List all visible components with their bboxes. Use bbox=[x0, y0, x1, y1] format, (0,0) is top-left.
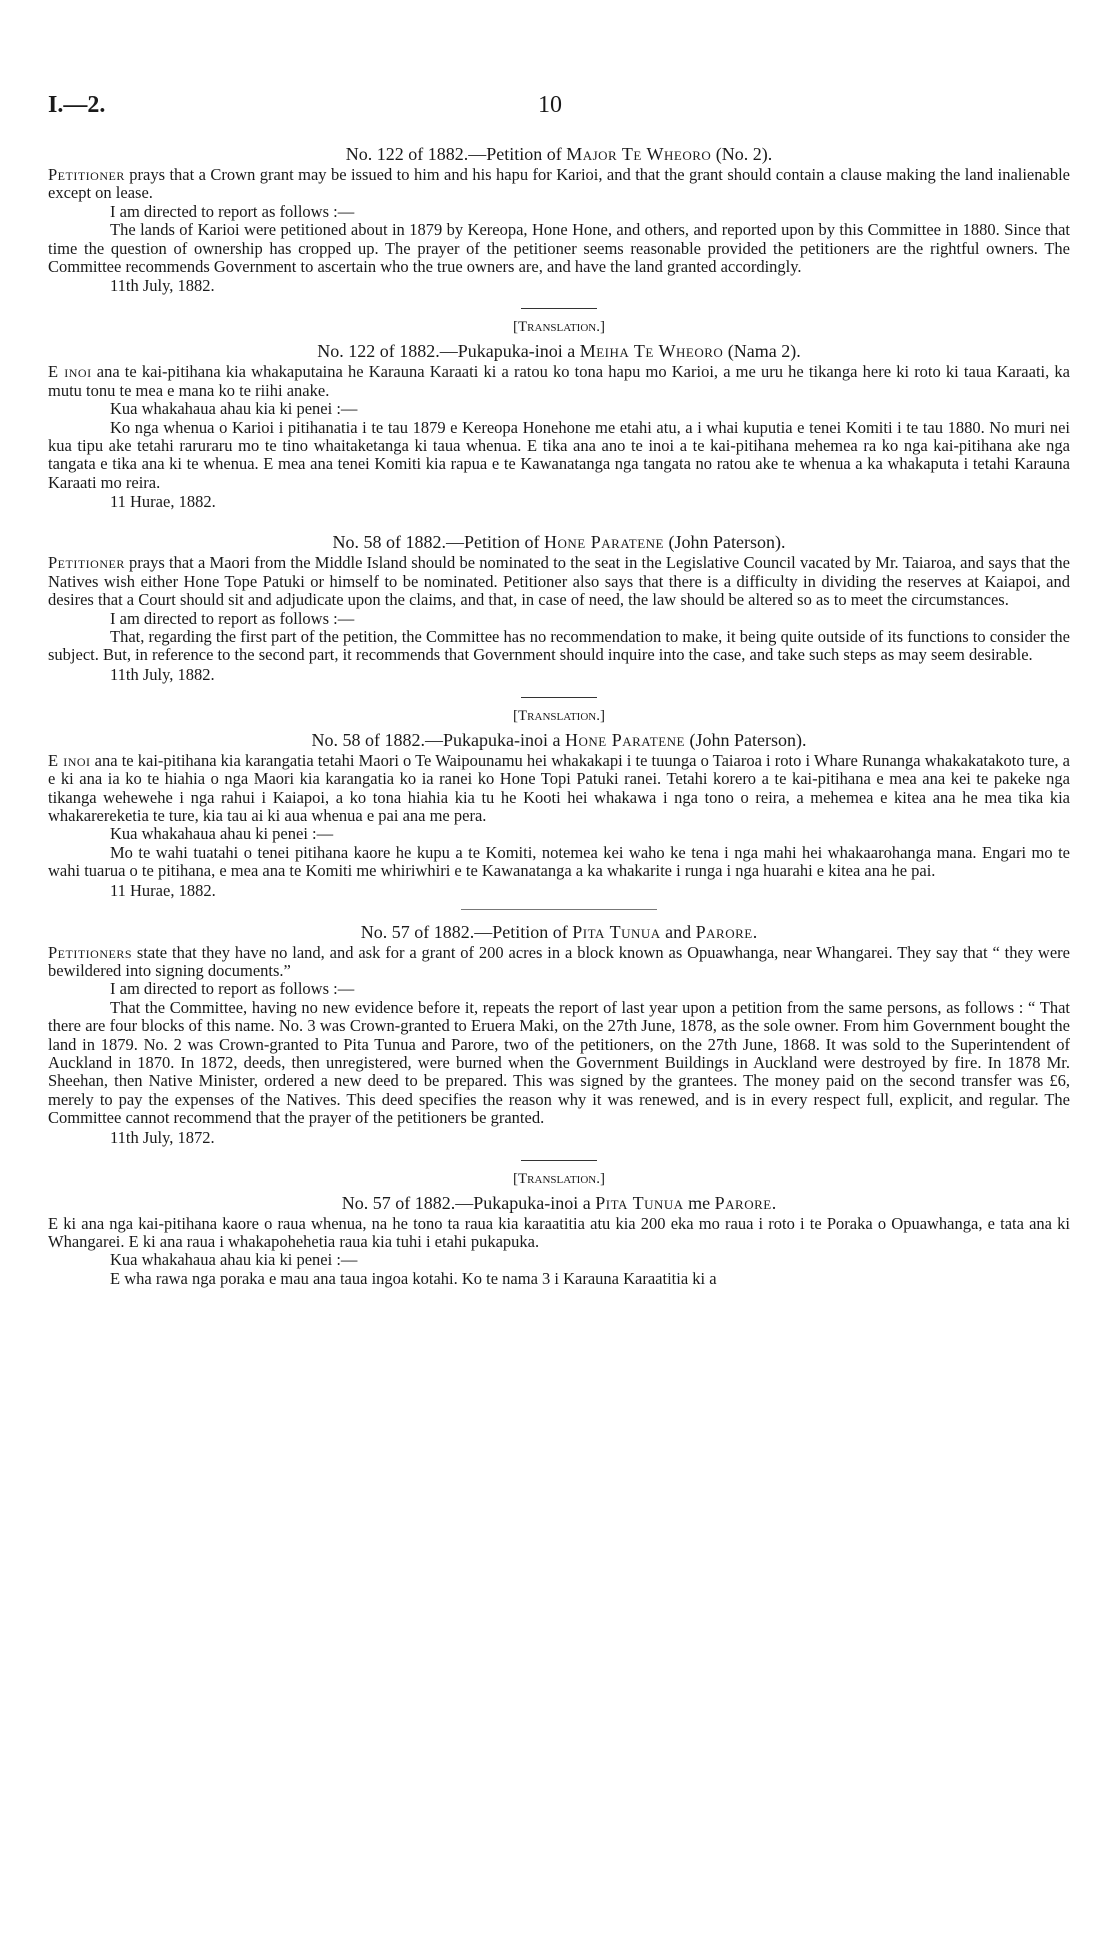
petition-body: E inoi ana te kai-pitihana kia whakaputaina he Karauna Karaati ki a ratou ko tona hapu mo Karioi, a me uru he tikanga here ki roto ki taua Karaati, ka mutu tonu te mea e mana ko te riihi anake. bbox=[48, 362, 1070, 400]
petition-title: No. 58 of 1882.—Pukapuka-inoi a Hone Paratene (John Paterson). bbox=[311, 729, 807, 750]
translation-label: [Translation.] bbox=[513, 707, 605, 724]
committee-report: That, regarding the first part of the petition, the Committee has no recommendation to make, it being quite outside of its functions to consider the subject. But, in reference to the second part, it recommends that Government should inquire into the case, and take such steps as may seem desirable. bbox=[48, 626, 1070, 665]
committee-report: Mo te wahi tuatahi o tenei pitihana kaore he kupu a te Komiti, notemea kei waho ke tena i nga mahi hei whakaarohanga mana. Engari mo te wahi tuarua o te pitihana, e mea ana te Komiti me whiriwhiri e te Kawanatanga a ka whakarite i runga i nga huarahi e kitea ana he pai. bbox=[48, 842, 1070, 881]
directed-line: Kua whakahaua ahau kia ki penei :— bbox=[110, 399, 358, 419]
page-content bbox=[48, 142, 1070, 1288]
section-divider bbox=[521, 1160, 597, 1161]
petition-title: No. 58 of 1882.—Petition of Hone Paratene (John Paterson). bbox=[332, 532, 786, 553]
petition-body: Petitioner prays that a Crown grant may be issued to him and his hapu for Karioi, and that the grant should contain a clause making the land inalienable except on lease. bbox=[48, 165, 1070, 203]
petition-body: E ki ana nga kai-pitihana kaore o raua whenua, na he tono ta raua kia karaatitia atu kia 200 eka mo raua i roto i te Poraka o Opuawhanga, e tata ana ki Whangarei. E ki ana raua i whakapohehetia raua kia tuhi i etahi pukapuka. bbox=[48, 1213, 1070, 1252]
committee-report: E wha rawa nga poraka e mau ana taua ingoa kotahi. Ko te nama 3 i Karauna Karaatitia ki a bbox=[110, 1268, 717, 1288]
petition-title: No. 57 of 1882.—Pukapuka-inoi a Pita Tunua me Parore. bbox=[341, 1192, 777, 1213]
report-date: 11th July, 1872. bbox=[110, 1127, 215, 1147]
petition-title: No. 57 of 1882.—Petition of Pita Tunua and Parore. bbox=[360, 921, 758, 942]
section-divider bbox=[521, 697, 597, 698]
section-divider bbox=[521, 308, 597, 309]
report-date: 11 Hurae, 1882. bbox=[110, 880, 216, 900]
document-reference: I.—2. bbox=[48, 92, 106, 118]
page-number: 10 bbox=[538, 92, 562, 118]
section-divider bbox=[461, 909, 657, 910]
directed-line: I am directed to report as follows :— bbox=[110, 608, 355, 628]
committee-report: The lands of Karioi were petitioned about in 1879 by Kereopa, Hone Hone, and others, and reported upon by this Committee in 1880. Since that time the question of ownership has cropped up. The prayer of the petitioner seems reasonable provided the petitioners are the rightful owners. The Committee recommends Government to ascertain who the true owners are, and have the land granted accordingly. bbox=[48, 220, 1070, 277]
committee-report: That the Committee, having no new evidence before it, repeats the report of last year upon a petition from the same persons, as follows : “ That there are four blocks of this name. No. 3 was Crown-granted to Eruera Maki, on the 27th June, 1878, as the sole owner. From him Government bought the land in 1879. No. 2 was Crown-granted to Pita Tunua and Parore, two of the petitioners, on the 27th June, 1868. It was sold to the Superintendent of Auckland in 1870. In 1872, deeds, then unregistered, were burned when the Government Buildings in Auckland were destroyed by fire. In 1878 Mr. Sheehan, then Native Minister, ordered a new deed to be prepared. This was signed by the grantees. The money paid on the second transfer was £6, merely to pay the expenses of the Natives. This deed specifies the reason why it was renewed, and is in every respect full, explicit, and regular. The Committee cannot recommend that the prayer of the petitioners be granted. bbox=[48, 997, 1070, 1128]
petition-body: E inoi ana te kai-pitihana kia karangatia tetahi Maori o Te Waipounamu hei whakakapi i te tuunga o Taiaroa i roto i Whare Runanga whakakatakoto ture, a e ki ana ia ko te hiahia o nga Maori kia karangatia ko ia ranei ko Hone Topi Patuki ranei. Tetahi korero a te kai-pitihana e mea ana kei te pakeke nga tikanga wehewehe i nga rahui i Kaiapoi, a ko tona hiahia kia tu he Kooti hei whakawa i nga tono o reira, a mehemea e kitea ana he mea tika kia whakarereketia te ture, kia tau ai ki aua whenua e pai ana me pera. bbox=[48, 750, 1071, 825]
directed-line: I am directed to report as follows :— bbox=[110, 979, 355, 999]
petition-title: No. 122 of 1882.—Pukapuka-inoi a Meiha Te Wheoro (Nama 2). bbox=[317, 341, 801, 362]
petition-body: Petitioners state that they have no land, and ask for a grant of 200 acres in a block known as Opuawhanga, near Whangarei. They say that “ they were bewildered into signing documents.” bbox=[48, 942, 1070, 980]
petition-body: Petitioner prays that a Maori from the Middle Island should be nominated to the seat in the Legislative Council vacated by Mr. Taiaroa, and says that the Natives wish either Hone Tope Patuki or himself to be nominated. Petitioner also says that there is a difficulty in dividing the reserves at Kaiapoi, and desires that a Court should sit and adjudicate upon the claims, and that, in case of need, the law should be altered so as to meet the circumstances. bbox=[48, 553, 1070, 610]
directed-line: I am directed to report as follows :— bbox=[110, 201, 355, 221]
committee-report: Ko nga whenua o Karioi i pitihanatia i te tau 1879 e Kereopa Honehone me etahi atu, a i whai kuputia e tenei Komiti i te tau 1880. No muri nei kua tipu ake tetahi raruraru mo te tino whaitaketanga ki taua whenua. E tika ana ano te inoi a te kai-pitihana mehemea ra ko nga kai-pitihana ake nga tangata e tika ana ki te whenua. E mea ana tenei Komiti kia rapua e te Kawanatanga nga tangata no ratou ake te whenua a ka whakaputa i tetahi Karauna Karaati mo reira. bbox=[48, 417, 1070, 492]
translation-label: [Translation.] bbox=[513, 319, 605, 336]
page-header bbox=[48, 92, 1068, 122]
translation-label: [Translation.] bbox=[513, 1170, 605, 1187]
petition-title: No. 122 of 1882.—Petition of Major Te Wheoro (No. 2). bbox=[345, 144, 773, 164]
directed-line: Kua whakahaua ahau kia ki penei :— bbox=[110, 1250, 358, 1270]
report-date: 11th July, 1882. bbox=[110, 276, 215, 296]
report-date: 11th July, 1882. bbox=[110, 664, 215, 684]
report-date: 11 Hurae, 1882. bbox=[110, 492, 216, 512]
directed-line: Kua whakahaua ahau ki penei :— bbox=[110, 824, 334, 844]
